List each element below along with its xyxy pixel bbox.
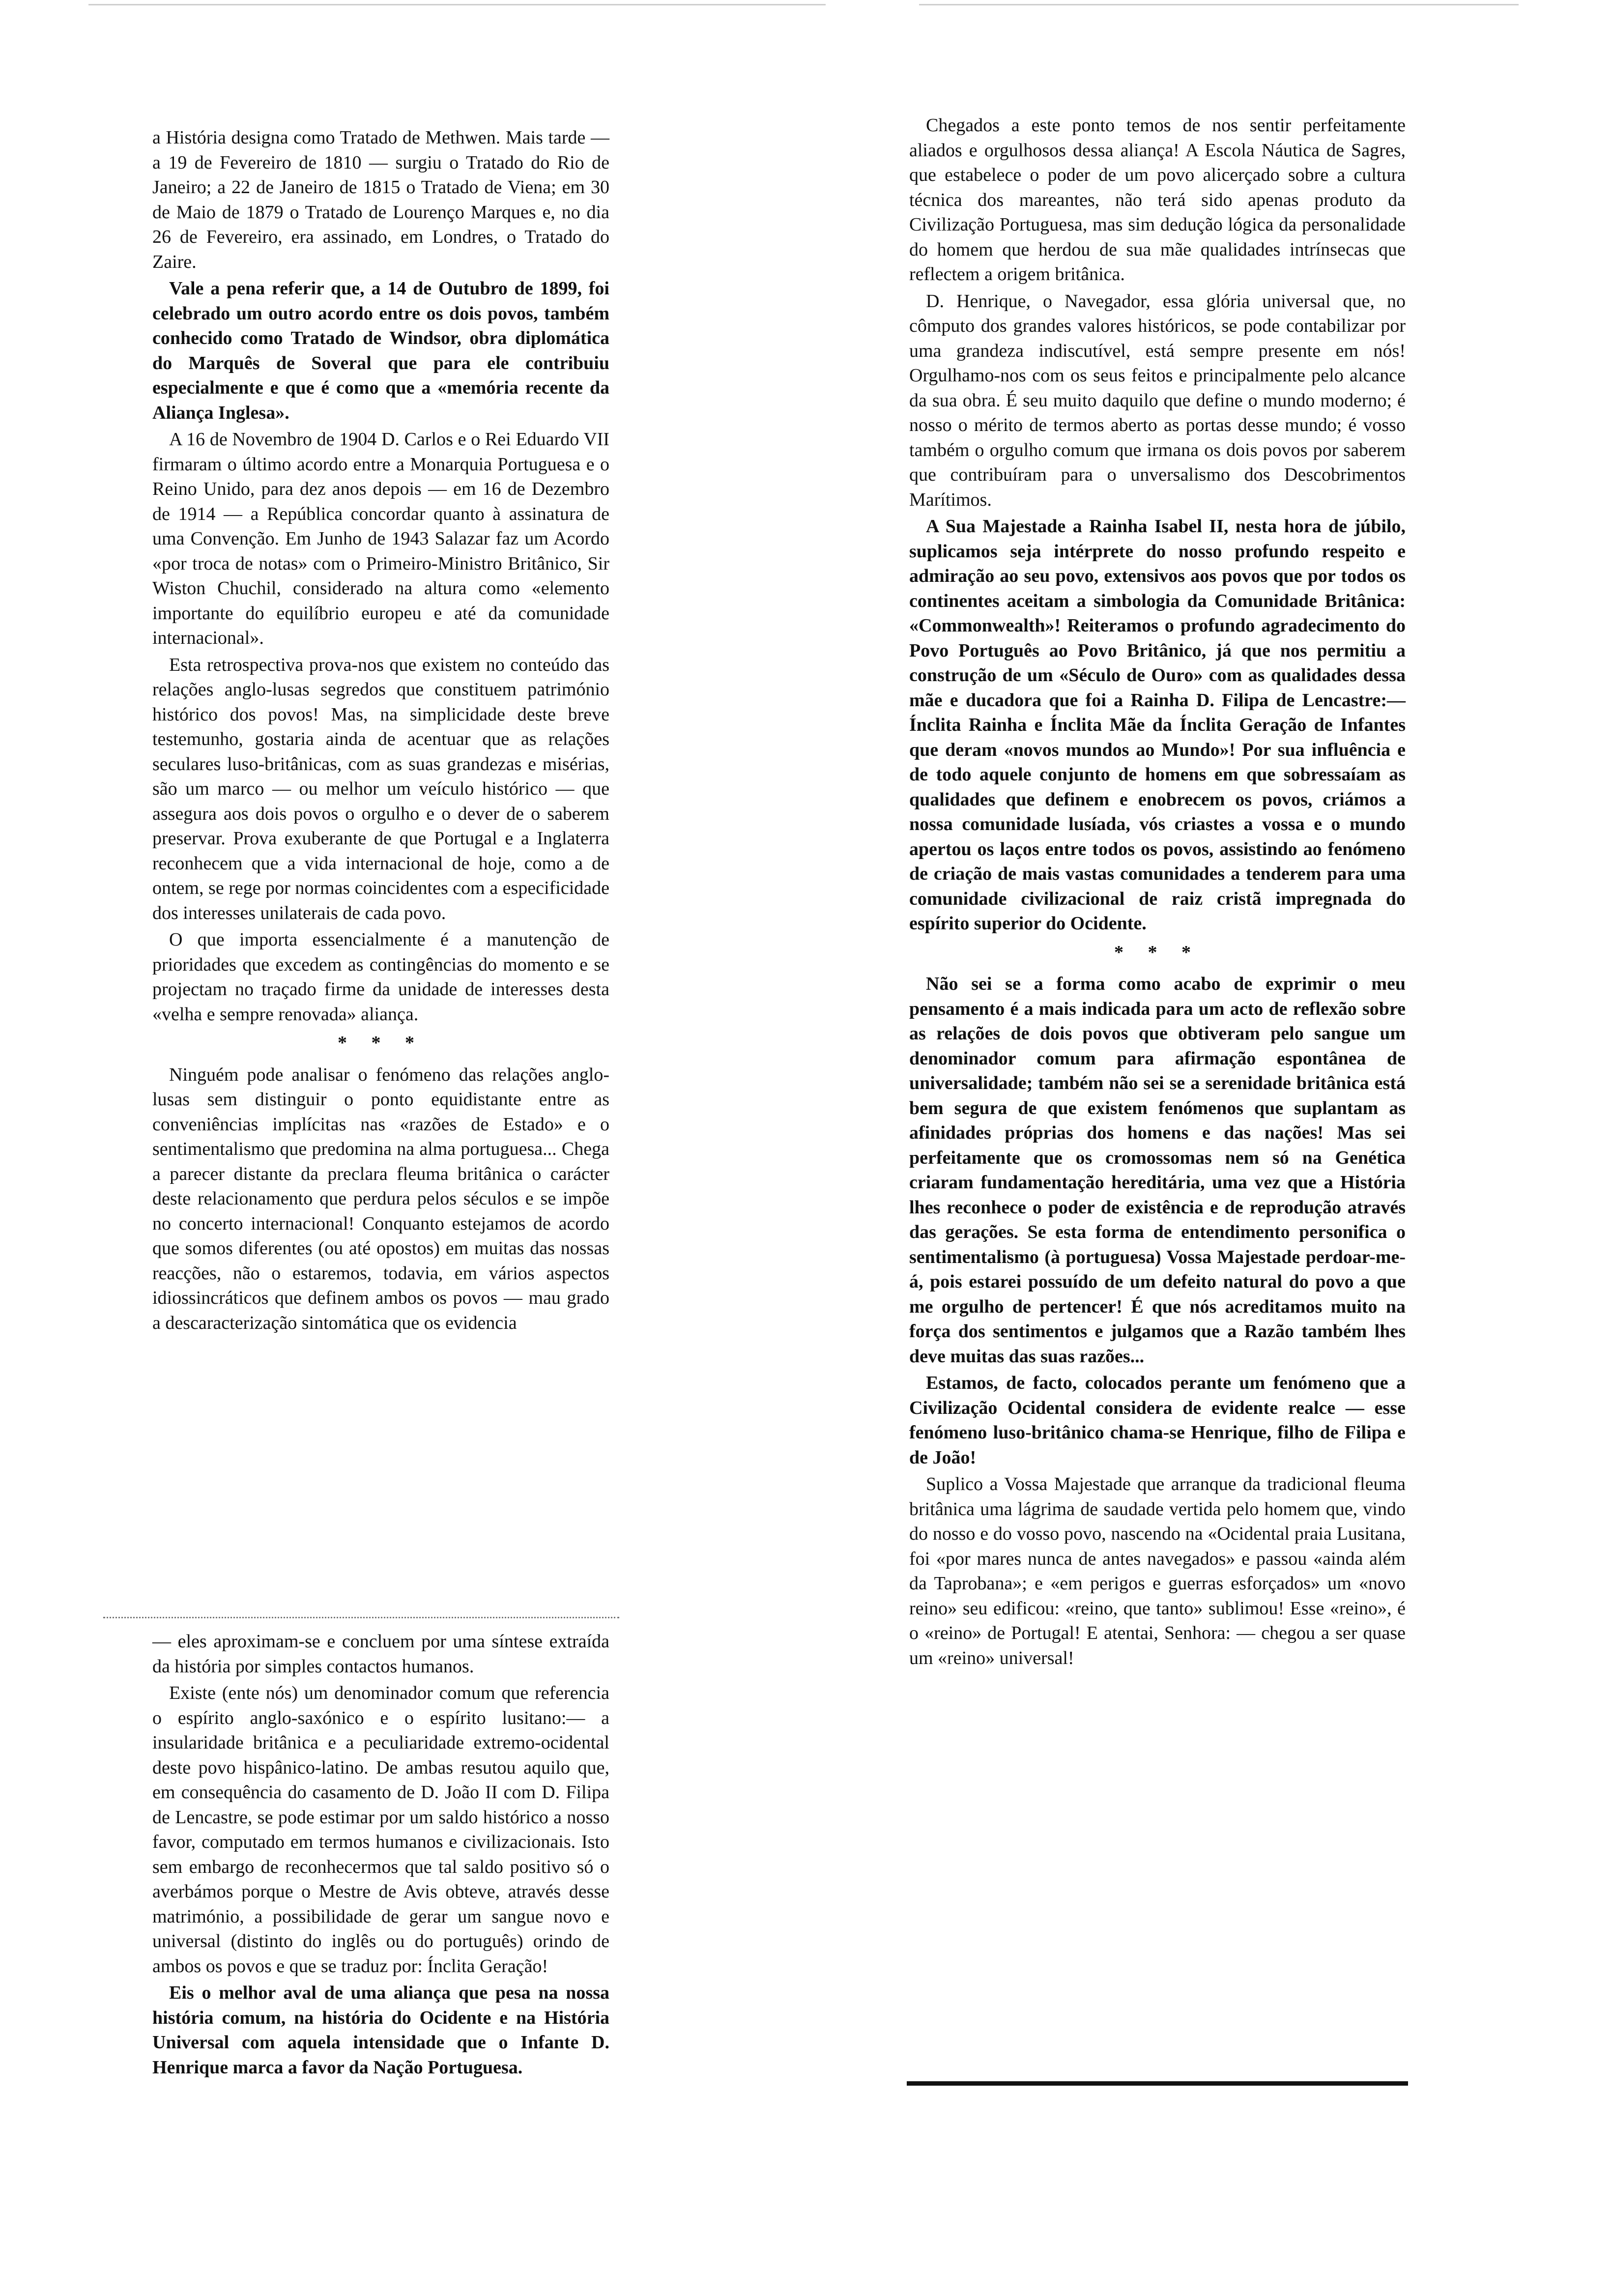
left-column-part-2	[152, 1629, 609, 2082]
paragraph: a História designa como Tratado de Methwen. Mais tarde — a 19 de Fevereiro de 1810 — surgiu o Tratado do Rio de Janeiro; a 22 de Janeiro de 1815 o Tratado de Viena; em 30 de Maio de 1879 o Tratado de Lourenço Marques e, no dia 26 de Fevereiro, era assinado, em Londres, o Tratado do Zaire.	[152, 127, 609, 272]
paragraph: Ninguém pode analisar o fenómeno das relações anglo-lusas sem distinguir o ponto equidistante entre as conveniências implícitas nas «razões de Estado» e o sentimentalismo que predomina na alma portuguesa... Chega a parecer distante da preclara fleuma britânica o carácter deste relacionamento que perdura pelos séculos e se impõe no concerto internacional! Conquanto estejamos de acordo que somos diferentes (ou até opostos) em muitas das nossas reacções, não o estaremos, todavia, em vários aspectos idiossincráticos que definem ambos os povos — mau grado a descaracterização sintomática que os evidencia	[152, 1064, 609, 1333]
right-column	[909, 113, 1406, 1672]
top-scan-rule	[88, 4, 826, 5]
paragraph: O que importa essencialmente é a manutenção de prioridades que excedem as contingências do momento e se projectam no traçado firme da unidade de interesses desta «velha e sempre renovada» aliança.	[152, 929, 609, 1025]
column-break-line	[103, 1617, 619, 1618]
paragraph: A Sua Majestade a Rainha Isabel II, nesta hora de júbilo, suplicamos seja intérprete do nosso profundo respeito e admiração ao seu povo, extensivos aos povos que por todos os continentes aceitam a simbologia da Comunidade Britânica: «Commonwealth»! Reiteramos o profundo agradecimento do Povo Português ao Povo Britânico, já que nos permitiu a construção de um «Século de Ouro» com as qualidades dessa mãe e ducadora que foi a Rainha D. Filipa de Lencastre:— Ínclita Rainha e Ínclita Mãe da Ínclita Geração de Infantes que deram «novos mundos ao Mundo»! Por sua influência e de todo aquele conjunto de homens em que sobressaíam as qualidades que definem e enobrecem os povos, criámos a nossa comunidade lusíada, vós criastes a vossa e o mundo apertou os laços entre todos os povos, assistindo ao fenómeno de criação de mais vastas comunidades a tenderem para uma comunidade civilizacional de raiz cristã impregnada do espírito superior do Ocidente.	[909, 516, 1406, 934]
left-column-part-1	[152, 125, 609, 1337]
paragraph: Suplico a Vossa Majestade que arranque da tradicional fleuma britânica uma lágrima de saudade vertida pelo homem que, vindo do nosso e do vosso povo, nascendo na «Ocidental praia Lusitana, foi «por mares nunca de antes navegados» e passou «ainda além da Taprobana»; e «em perigos e guerras esforçados» um «novo reino» seu edificou: «reino, que tanto» sublimou! Esse «reino», é o «reino» de Portugal! E atentai, Senhora: — chegou a ser quase um «reino» universal!	[909, 1474, 1406, 1668]
paragraph: Vale a pena referir que, a 14 de Outubro de 1899, foi celebrado um outro acordo entre os dois povos, também conhecido como Tratado de Windsor, obra diplomática do Marquês de Soveral que para ele contribuiu especialmente e que é como que a «memória recente da Aliança Inglesa».	[152, 278, 609, 423]
paragraph: Esta retrospectiva prova-nos que existem no conteúdo das relações anglo-lusas segredos que constituem património histórico dos povos! Mas, na simplicidade deste breve testemunho, gostaria ainda de acentuar que as relações seculares luso-britânicas, com as suas grandezas e misérias, são um marco — ou melhor um veículo histórico — que assegura aos dois povos o orgulho e o dever de o saberem preservar. Prova exuberante de que Portugal e a Inglaterra reconhecem que a vida internacional de hoje, como a de ontem, se rege por normas coincidentes com a especificidade dos interesses unilaterais de cada povo.	[152, 654, 609, 923]
paragraph: A 16 de Novembro de 1904 D. Carlos e o Rei Eduardo VII firmaram o último acordo entre a Monarquia Portuguesa e o Reino Unido, para dez anos depois — em 16 de Dezembro de 1914 — a República concordar quanto à assinatura de uma Convenção. Em Junho de 1943 Salazar faz um Acordo «por troca de notas» com o Primeiro-Ministro Britânico, Sir Wiston Chuchil, considerado na altura como «elemento importante do equilíbrio europeu e até da comunidade internacional».	[152, 429, 609, 648]
article-end-rule	[907, 2081, 1408, 2086]
paragraph: Chegados a este ponto temos de nos sentir perfeitamente aliados e orgulhosos dessa aliança! A Escola Náutica de Sagres, que estabelece o poder de um povo alicerçado sobre a cultura técnica dos mareantes, não terá sido apenas produto da Civilização Portuguesa, mas sim dedução lógica da personalidade do homem que herdou de sua mãe qualidades intrínsecas que reflectem a origem britânica.	[909, 115, 1406, 285]
top-scan-rule	[919, 4, 1519, 5]
section-separator: * * *	[1114, 942, 1201, 963]
paragraph: Eis o melhor aval de uma aliança que pesa na nossa história comum, na história do Ocidente e na História Universal com aquela intensidade que o Infante D. Henrique marca a favor da Nação Portuguesa.	[152, 1982, 609, 2078]
paragraph: — eles aproximam-se e concluem por uma síntese extraída da história por simples contactos humanos.	[152, 1631, 609, 1677]
paragraph: Estamos, de facto, colocados perante um fenómeno que a Civilização Ocidental considera de evidente realce — esse fenómeno luso-britânico chama-se Henrique, filho de Filipa e de João!	[909, 1373, 1406, 1468]
paragraph: D. Henrique, o Navegador, essa glória universal que, no cômputo dos grandes valores históricos, se pode contabilizar por uma grandeza indiscutível, está sempre presente em nós! Orgulhamo-nos com os seus feitos e principalmente pelo alcance da sua obra. É seu muito daquilo que define o mundo moderno; é nosso o mérito de termos aberto as portas desse mundo; é vosso também o orgulho comum que irmana os dois povos por saberem que contribuíram para o unversalismo dos Descobrimentos Marítimos.	[909, 290, 1406, 510]
paragraph: Existe (ente nós) um denominador comum que referencia o espírito anglo-saxónico e o espírito lusitano:— a insularidade britânica e a peculiaridade extremo-ocidental deste povo hispânico-latino. De ambas resutou aquilo que, em consequência do casamento de D. João II com D. Filipa de Lencastre, se pode estimar por um saldo histórico a nosso favor, computado em termos humanos e civilizacionais. Isto sem embargo de reconhecermos que tal saldo positivo só o averbámos porque o Mestre de Avis obteve, através desse matrimónio, a possibilidade de gerar um sangue novo e universal (distinto do inglês ou do português) orindo de ambos os povos e que se traduz por: Ínclita Geração!	[152, 1683, 609, 1977]
paragraph: Não sei se a forma como acabo de exprimir o meu pensamento é a mais indicada para um acto de reflexão sobre as relações de dois povos que obtiveram pelo sangue um denominador comum para afirmação espontânea de universalidade; também não sei se a serenidade britânica está bem segura de que existem fenómenos que suplantam as afinidades próprias dos homens e das nações! Mas sei perfeitamente que os cromossomas nem só na Genética criaram fundamentação hereditária, uma vez que a História lhes reconhece o poder de existência e de reprodução através das gerações. Se esta forma de entendimento personifica o sentimentalismo (à portuguesa) Vossa Majestade perdoar-me-á, pois estarei possuído de um defeito natural do povo a que me orgulho de pertencer! É que nós acreditamos muito na força dos sentimentos e julgamos que a Razão também lhes deve muitas das suas razões...	[909, 974, 1406, 1367]
section-separator: * * *	[338, 1033, 424, 1053]
